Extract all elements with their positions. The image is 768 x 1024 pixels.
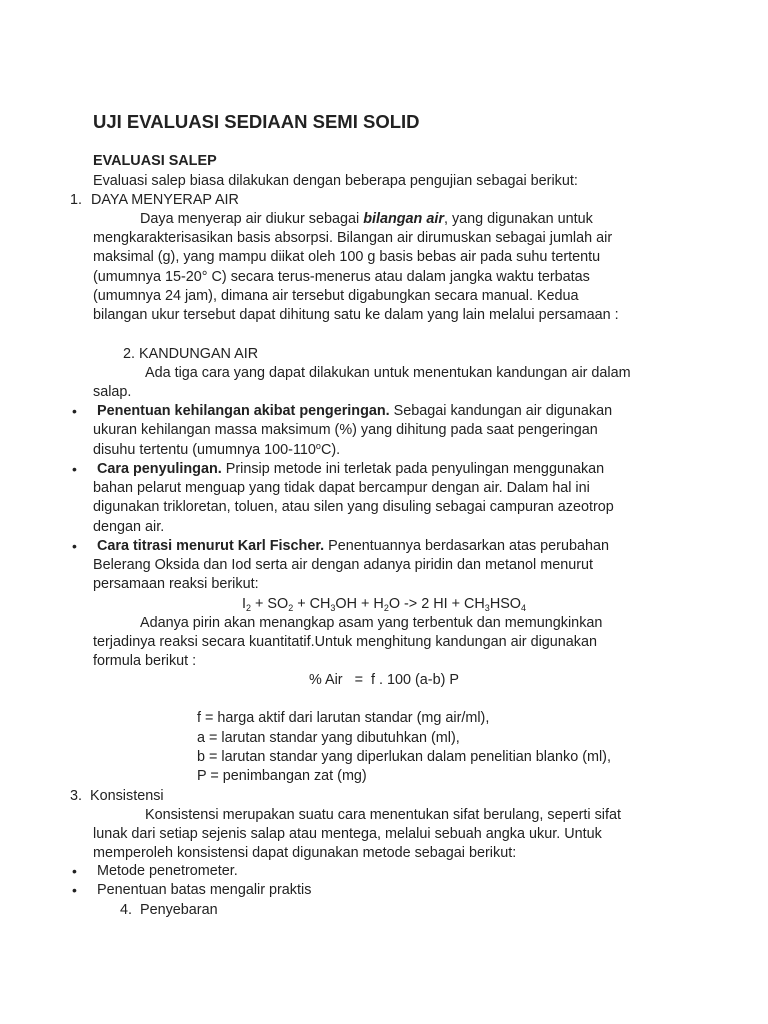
- bullet2-line: dengan air.: [93, 519, 165, 535]
- reaction-equation: $I_2 + SO_2 + CH_3OH + H_2O -> 2$ HI + $CH_3HSO_4$: [241, 596, 527, 613]
- formula-legend-line: a = larutan standar yang dibutuhkan (ml),: [197, 730, 460, 746]
- item1-line: (umumnya 24 jam), dimana air tersebut digabungkan secara manual. Kedua: [93, 288, 579, 304]
- after-equation-line: terjadinya reaksi secara kuantitatif.Untuk menghitung kandungan air digunakan: [93, 634, 597, 650]
- section-intro: Evaluasi salep biasa dilakukan dengan beberapa pengujian sebagai berikut:: [93, 173, 578, 189]
- document-title: UJI EVALUASI SEDIAAN SEMI SOLID: [93, 111, 420, 132]
- item3-heading: 3. Konsistensi: [70, 788, 164, 804]
- formula-legend-line: b = larutan standar yang diperlukan dalam penelitian blanko (ml),: [197, 749, 611, 765]
- item1-line: mengkarakterisasikan basis absorpsi. Bilangan air dirumuskan sebagai jumlah air: [93, 230, 613, 246]
- item3-bullet: Penentuan batas mengalir praktis: [97, 882, 312, 898]
- bullet2-line: bahan pelarut menguap yang tidak dapat bercampur dengan air. Dalam hal ini: [93, 480, 590, 496]
- bullet1-first-line: Penentuan kehilangan akibat pengeringan. Sebagai kandungan air digunakan: [97, 403, 613, 419]
- item2-paragraph: Ada tiga cara yang dapat dilakukan untuk menentukan kandungan air dalam: [145, 365, 631, 381]
- bullet3-line: Belerang Oksida dan Iod serta air dengan adanya piridin dan metanol menurut: [93, 557, 593, 573]
- item4-heading: 4. Penyebaran: [120, 902, 218, 918]
- item1-paragraph-first: Daya menyerap air diukur sebagai bilangan air, yang digunakan untuk: [140, 211, 593, 227]
- bullet-icon: •: [72, 403, 77, 419]
- bullet2-line: digunakan trikloretan, toluen, atau silen yang disuling sebagai campuran azeotrop: [93, 499, 614, 515]
- formula-legend-line: f = harga aktif dari larutan standar (mg air/ml),: [197, 710, 490, 726]
- item2-heading: 2. KANDUNGAN AIR: [123, 346, 259, 362]
- bullet3-first-line: Cara titrasi menurut Karl Fischer. Penentuannya berdasarkan atas perubahan: [97, 538, 609, 554]
- item1-line: maksimal (g), yang mampu diikat oleh 100 g basis bebas air pada suhu tertentu: [93, 249, 601, 265]
- item1-number: 1.: [70, 192, 83, 208]
- formula-legend-line: P = penimbangan zat (mg): [197, 768, 367, 784]
- bullet-icon: •: [72, 538, 77, 554]
- bullet-icon: •: [72, 882, 77, 898]
- item2-paragraph: salap.: [93, 384, 132, 400]
- bullet2-first-line: Cara penyulingan. Prinsip metode ini terletak pada penyulingan menggunakan: [97, 461, 605, 477]
- item3-line: memperoleh konsistensi dapat digunakan metode sebagai berikut:: [93, 845, 517, 861]
- item1-line: bilangan ukur tersebut dapat dihitung satu ke dalam yang lain melalui persamaan :: [93, 307, 619, 323]
- bullet3-line: persamaan reaksi berikut:: [93, 576, 259, 592]
- bullet-icon: •: [72, 461, 77, 477]
- item3-line: Konsistensi merupakan suatu cara menentukan sifat berulang, seperti sifat: [145, 807, 621, 823]
- section-heading: EVALUASI SALEP: [93, 153, 217, 169]
- bilangan-air-term: bilangan air: [363, 211, 444, 227]
- bullet-icon: •: [72, 863, 77, 879]
- bullet1-line: ukuran kehilangan massa maksimum (%) yang dihitung pada saat pengeringan: [93, 422, 598, 438]
- after-equation-line: Adanya pirin akan menangkap asam yang terbentuk dan memungkinkan: [140, 615, 603, 631]
- after-equation-line: formula berikut :: [93, 653, 197, 669]
- item3-bullet: Metode penetrometer.: [97, 863, 238, 879]
- item3-line: lunak dari setiap sejenis salap atau mentega, melalui sebuah angka ukur. Untuk: [93, 826, 602, 842]
- bullet1-line: disuhu tertentu (umumnya 100-110$^o$C).: [93, 441, 341, 458]
- item1-line: (umumnya 15-20° C) secara terus-menerus atau dalam jangka waktu terbatas: [93, 269, 590, 285]
- water-formula: % Air = f . 100 (a-b) P: [309, 672, 459, 688]
- item1-heading: DAYA MENYERAP AIR: [91, 192, 239, 208]
